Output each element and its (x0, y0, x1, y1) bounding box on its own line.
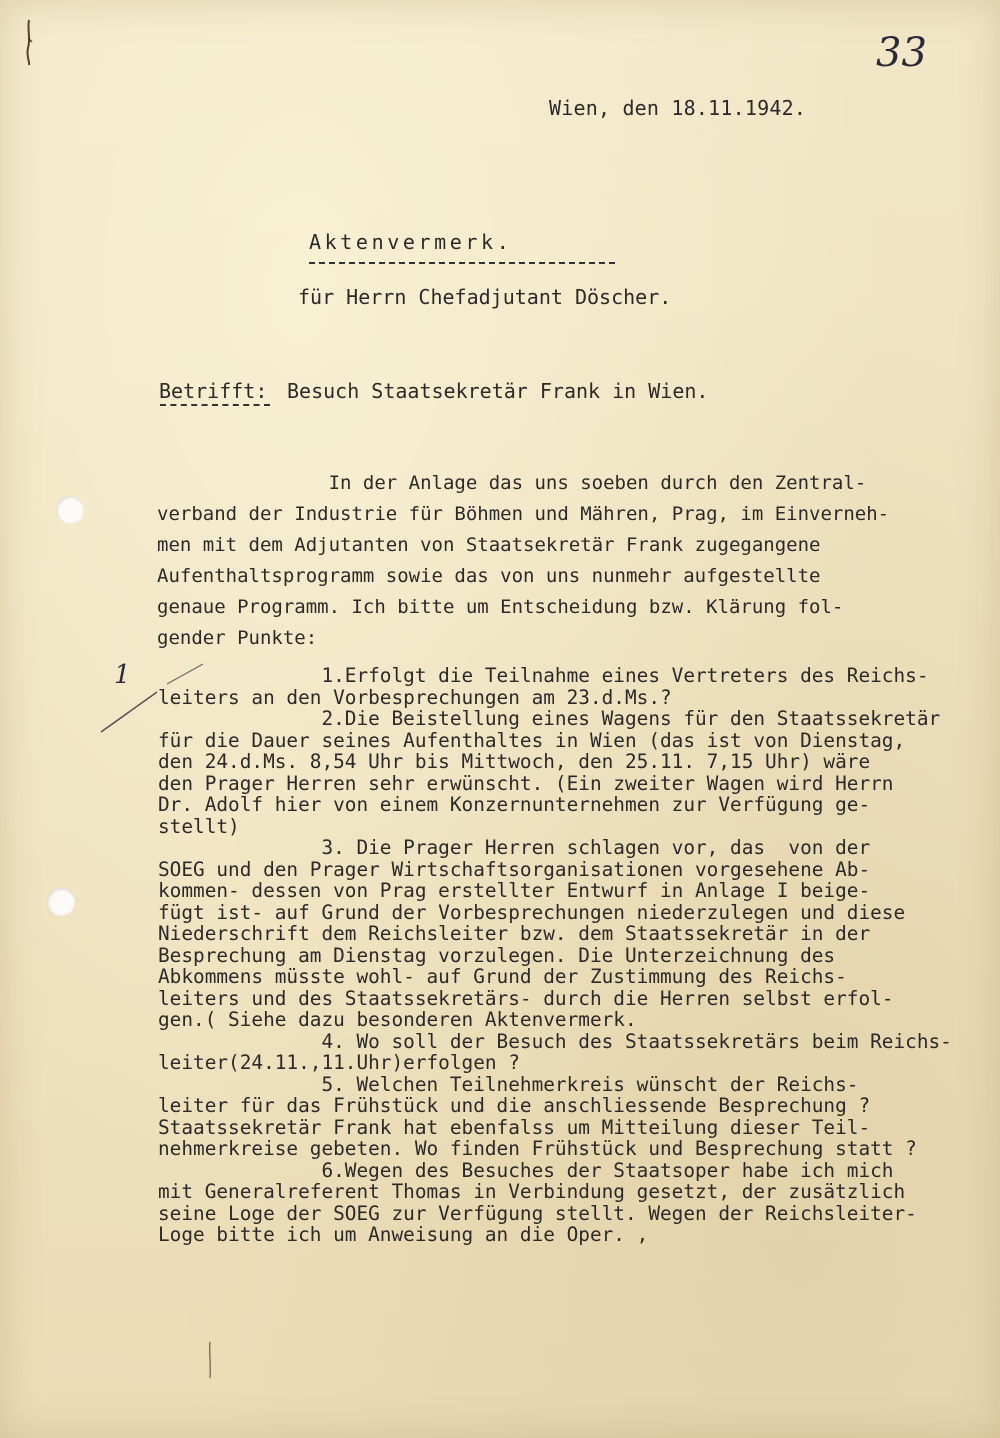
title-underline (309, 262, 615, 264)
margin-annotation: 1 (114, 660, 131, 690)
subject-underline (160, 404, 270, 406)
page-number: 33 (876, 30, 927, 76)
punch-hole-upper (56, 496, 84, 524)
margin-pen-mark (23, 18, 35, 66)
intro-paragraph: In der Anlage das uns soeben durch den Zentral- verband der Industrie für Böhmen und Mähren, Prag, im Einverneh- men mit dem Adjutanten von Staatsekretär Frank zugegangene Aufenthaltsprogramm sowie das von uns nunmehr aufgestellte genaue Programm. Ich bitte um Entscheidung bzw. Klärung fol- gender Punkte: (157, 472, 890, 649)
date-line: Wien, den 18.11.1942. (549, 96, 807, 120)
bottom-pen-mark (205, 1340, 215, 1380)
subject-text: Besuch Staatsekretär Frank in Wien. (287, 379, 709, 403)
document-title: Aktenvermerk. (309, 230, 513, 254)
recipient-line: für Herrn Chefadjutant Döscher. (298, 285, 672, 309)
numbered-points: 1.Erfolgt die Teilnahme eines Vertreters des Reichs- leiters an den Vorbesprechungen am 23.d.Ms.? 2.Die Beistellung eines Wagens für den Staatssekretär für die Dauer seines Aufenthaltes in Wien (das ist von Dienstag, den 24.d.Ms. 8,54 Uhr bis Mittwoch, den 25.11. 7,15 Uhr) wäre den Prager Herren sehr erwünscht. (Ein zweiter Wagen wird Herrn Dr. Adolf hier von einem Konzernunternehmen zur Verfügung ge- stellt) 3. Die Prager Herren schlagen vor, das von der SOEG und den Prager Wirtschaftsorganisationen vorgesehene Ab- kommen- dessen von Prag erstellter Entwurf in Anlage I beige- fügt ist- auf Grund der Vorbesprechungen niederzulegen und diese Niederschrift dem Reichsleiter bzw. dem Staatssekretär in der Besprechung am Dienstag vorzulegen. Die Unterzeichnung des Abkommens müsste wohl- auf Grund der Zustimmung des Reichs- leiters und des Staatssekretärs- durch die Herren selbst erfol- gen.( Siehe dazu besonderen Aktenvermerk. 4. Wo soll der Besuch des Staatssekretärs beim Reichs- leiter(24.11.,11.Uhr)erfolgen ? 5. Welchen Teilnehmerkreis wünscht der Reichs- leiter für das Frühstück und die anschliessende Besprechung ? Staatssekretär Frank hat ebenfalss um Mitteilung dieser Teil- nehmerkreise gebeten. Wo finden Frühstück und Besprechung statt ? 6.Wegen des Besuches der Staatsoper habe ich mich mit Generalreferent Thomas in Verbindung gesetzt, der zusätzlich seine Loge der SOEG zur Verfügung stellt. Wegen der Reichsleiter- Loge bitte ich um Anweisung an die Oper. , (158, 664, 952, 1246)
punch-hole-lower (47, 888, 75, 916)
subject-label: Betrifft: (159, 379, 268, 403)
